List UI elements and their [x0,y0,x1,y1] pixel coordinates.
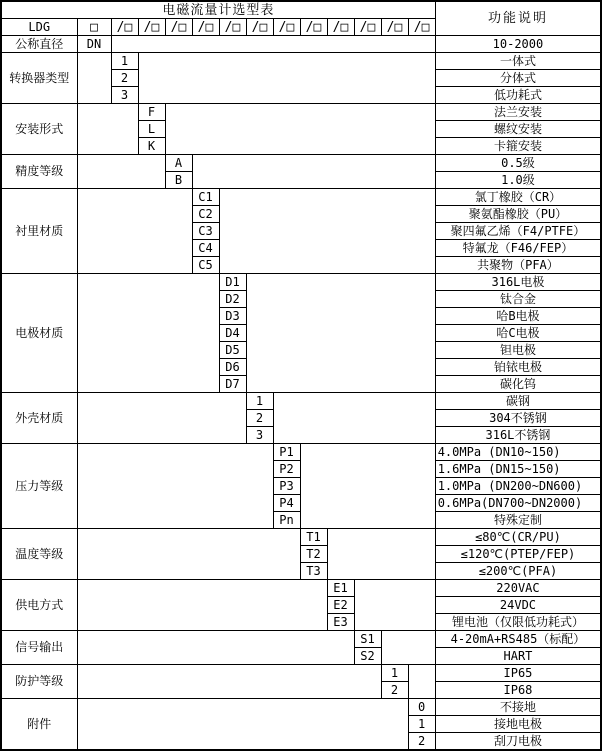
description-cell: 哈B电极 [435,308,601,325]
code-cell: 3 [246,427,273,444]
code-cell: D1 [219,274,246,291]
section-label: 防护等级 [1,665,77,699]
model-segment-box: /□ [273,19,300,36]
empty-cell [77,665,381,699]
model-prefix: LDG [1,19,77,36]
description-cell: 钛合金 [435,291,601,308]
code-cell: T2 [300,546,327,563]
description-cell: 锂电池（仅限低功耗式） [435,614,601,631]
section-label: 精度等级 [1,155,77,189]
code-cell: 3 [111,87,138,104]
code-cell: P4 [273,495,300,512]
code-cell: 1 [111,53,138,70]
empty-cell [77,699,408,751]
empty-cell [77,155,165,189]
description-cell: 1.0级 [435,172,601,189]
empty-cell [77,189,192,274]
empty-cell [408,665,435,699]
model-segment-box: /□ [165,19,192,36]
description-cell: 氯丁橡胶（CR） [435,189,601,206]
description-cell: 不接地 [435,699,601,716]
section-label: 安装形式 [1,104,77,155]
description-cell: 刮刀电极 [435,733,601,751]
empty-cell [138,53,435,104]
description-cell: 0.6MPa(DN700~DN2000) [435,495,601,512]
description-cell: IP68 [435,682,601,699]
empty-cell [77,631,354,665]
code-cell: D3 [219,308,246,325]
section-label: 供电方式 [1,580,77,631]
section-label: 公称直径 [1,36,77,53]
section-label: 温度等级 [1,529,77,580]
description-cell: 220VAC [435,580,601,597]
description-cell: 聚氨酯橡胶（PU） [435,206,601,223]
model-segment-box: /□ [246,19,273,36]
code-cell: C4 [192,240,219,257]
empty-cell [354,580,435,631]
code-cell: 1 [408,716,435,733]
description-cell: ≤200℃(PFA) [435,563,601,580]
section-label: 衬里材质 [1,189,77,274]
function-column-header: 功能说明 [435,1,601,36]
empty-cell [192,155,435,189]
code-cell: P3 [273,478,300,495]
model-segment-box: /□ [381,19,408,36]
description-cell: 316L电极 [435,274,601,291]
description-cell: 聚四氟乙烯（F4/PTFE） [435,223,601,240]
description-cell: 铂铱电极 [435,359,601,376]
description-cell: 4-20mA+RS485（标配） [435,631,601,648]
code-cell: P1 [273,444,300,461]
description-cell: 0.5级 [435,155,601,172]
section-label: 附件 [1,699,77,751]
model-segment-box: /□ [111,19,138,36]
empty-cell [273,393,435,444]
description-cell: 304不锈钢 [435,410,601,427]
code-cell: D2 [219,291,246,308]
description-cell: 316L不锈钢 [435,427,601,444]
section-label: 转换器类型 [1,53,77,104]
code-cell: 1 [381,665,408,682]
description-cell: 钽电极 [435,342,601,359]
empty-cell [165,104,435,155]
empty-cell [77,580,327,631]
description-cell: 4.0MPa (DN10~150) [435,444,601,461]
empty-cell [77,444,273,529]
description-cell: 法兰安装 [435,104,601,121]
empty-cell [219,189,435,274]
code-cell: S1 [354,631,381,648]
code-cell: K [138,138,165,155]
code-cell: DN [77,36,111,53]
description-cell: 共聚物（PFA） [435,257,601,274]
selection-table-body [1,1,601,750]
code-cell: L [138,121,165,138]
code-cell: C5 [192,257,219,274]
empty-cell [77,393,246,444]
code-cell: E3 [327,614,354,631]
empty-cell [246,274,435,393]
empty-cell [327,529,435,580]
code-cell: D4 [219,325,246,342]
description-cell: 低功耗式 [435,87,601,104]
description-cell: 1.0MPa (DN200~DN600) [435,478,601,495]
code-cell: F [138,104,165,121]
description-cell: 一体式 [435,53,601,70]
description-cell: 卡箍安装 [435,138,601,155]
code-cell: 2 [381,682,408,699]
empty-cell [77,53,111,104]
code-cell: E2 [327,597,354,614]
description-cell: ≤80℃(CR/PU) [435,529,601,546]
description-cell: 特氟龙（F46/FEP） [435,240,601,257]
description-cell: 24VDC [435,597,601,614]
empty-cell [77,529,300,580]
code-cell: P2 [273,461,300,478]
code-cell: D7 [219,376,246,393]
model-segment-box: /□ [219,19,246,36]
empty-cell [77,104,138,155]
model-segment-box: /□ [300,19,327,36]
code-cell: D6 [219,359,246,376]
code-cell: 0 [408,699,435,716]
description-cell: 碳钢 [435,393,601,410]
code-cell: A [165,155,192,172]
code-cell: C1 [192,189,219,206]
description-cell: 10-2000 [435,36,601,53]
empty-cell [381,631,435,665]
description-cell: 碳化钨 [435,376,601,393]
code-cell: 1 [246,393,273,410]
description-cell: 接地电极 [435,716,601,733]
model-segment-box: /□ [192,19,219,36]
code-cell: C3 [192,223,219,240]
description-cell: 1.6MPa (DN15~150) [435,461,601,478]
code-cell: B [165,172,192,189]
code-cell: 2 [246,410,273,427]
section-label: 信号输出 [1,631,77,665]
description-cell: 螺纹安装 [435,121,601,138]
section-label: 电极材质 [1,274,77,393]
description-cell: ≤120℃(PTEP/FEP) [435,546,601,563]
section-label: 压力等级 [1,444,77,529]
code-cell: 2 [408,733,435,751]
empty-cell [111,36,435,53]
code-cell: T1 [300,529,327,546]
empty-cell [300,444,435,529]
model-segment-box: /□ [408,19,435,36]
code-cell: D5 [219,342,246,359]
description-cell: HART [435,648,601,665]
model-segment-box: /□ [354,19,381,36]
model-segment-box: /□ [327,19,354,36]
model-base-box: □ [77,19,111,36]
description-cell: 哈C电极 [435,325,601,342]
description-cell: 分体式 [435,70,601,87]
empty-cell [77,274,219,393]
code-cell: T3 [300,563,327,580]
code-cell: Pn [273,512,300,529]
description-cell: IP65 [435,665,601,682]
code-cell: S2 [354,648,381,665]
code-cell: 2 [111,70,138,87]
model-segment-box: /□ [138,19,165,36]
section-label: 外壳材质 [1,393,77,444]
table-title: 电磁流量计选型表 [1,1,435,19]
code-cell: C2 [192,206,219,223]
code-cell: E1 [327,580,354,597]
description-cell: 特殊定制 [435,512,601,529]
